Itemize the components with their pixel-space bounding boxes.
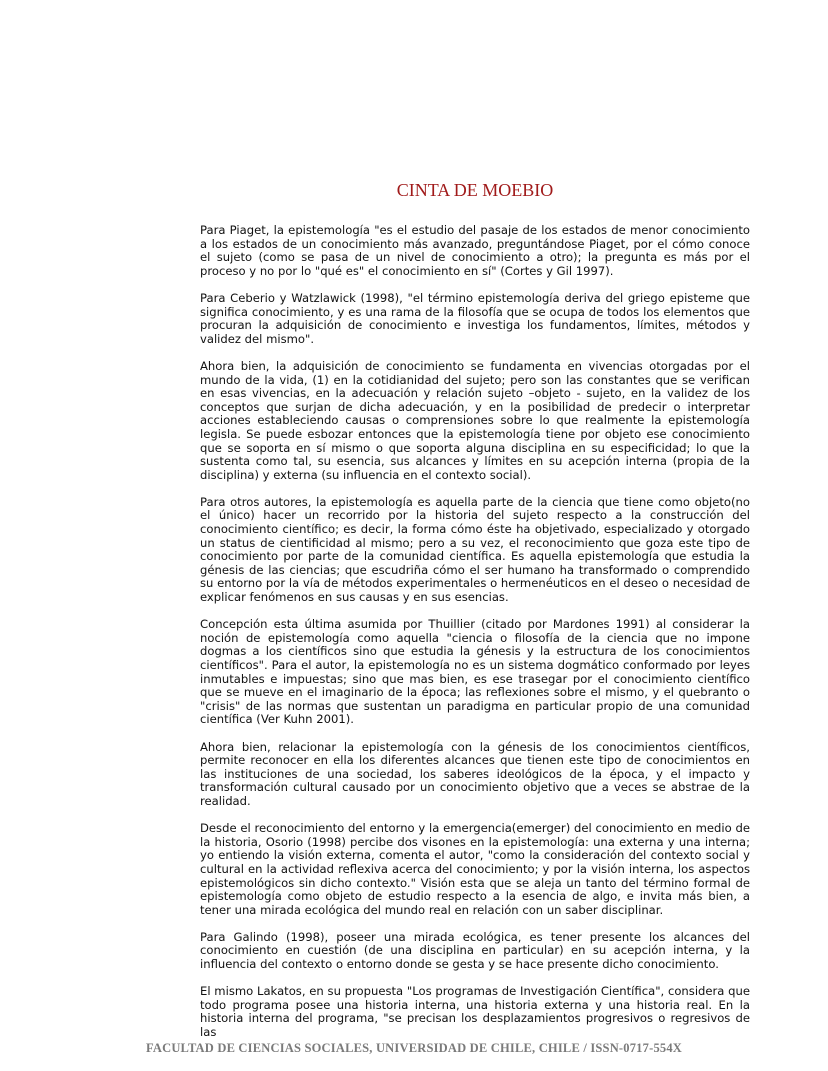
paragraph: Desde el reconocimiento del entorno y la emergencia(emerger) del conocimiento en medio de la historia, Osorio (1998) percibe dos visones en la epistemología: una externa y una interna; yo entiendo la visión externa, comenta el autor, "como la consideración del contexto social y cultural en la actividad reflexiva acerca del conocimiento; y por la visión interna, los aspectos epistemológicos sin dicho contexto." Visión esta que se aleja un tanto del término formal de epistemología como objeto de estudio respecto a la esencia de algo, e invita más bien, a tener una mirada ecológica del mundo real en relación con un saber disciplinar. xyxy=(200,821,750,917)
paragraph: Ahora bien, relacionar la epistemología con la génesis de los conocimientos científicos, permite reconocer en ella los diferentes alcances que tienen este tipo de conocimientos en las instituciones de una sociedad, los saberes ideológicos de la época, y el impacto y transformación cultural causado por un conocimiento objetivo que a veces se abstrae de la realidad. xyxy=(200,739,750,808)
journal-title: CINTA DE MOEBIO xyxy=(396,180,554,200)
paragraph: Ahora bien, la adquisición de conocimiento se fundamenta en vivencias otorgadas por el mundo de la vida, (1) en la cotidianidad del sujeto; pero son las constantes que se verifican en esas vivencias, en la adecuación y relación sujeto –objeto - sujeto, en la validez de los conceptos que surjan de dicha adecuación, y en la posibilidad de predecir o interpretar acciones estableciendo causas o comprensiones sobre lo que realmente la epistemología legisla. Se puede esbozar entonces que la epistemología tiene por objeto ese conocimiento que se soporta en sí mismo o que soporta alguna disciplina en su especificidad; lo que la sustenta como tal, su esencia, sus alcances y límites en su acepción interna (propia de la disciplina) y externa (su influencia en el contexto social). xyxy=(200,358,750,482)
paragraph: Para Ceberio y Watzlawick (1998), "el término epistemología deriva del griego episteme que significa conocimiento, y es una rama de la filosofía que se ocupa de todos los elementos que procuran la adquisición de conocimiento e investiga los fundamentos, límites, métodos y validez del mismo". xyxy=(200,290,750,346)
paragraph: El mismo Lakatos, en su propuesta "Los programas de Investigación Científica", considera que todo programa posee una historia interna, una historia externa y una historia real. En la historia interna del programa, "se precisan los desplazamientos progresivos o regresivos de las xyxy=(200,984,750,1040)
page-footer: FACULTAD DE CIENCIAS SOCIALES, UNIVERSIDAD DE CHILE, CHILE / ISSN-0717-554X xyxy=(145,1041,683,1055)
paragraph: Concepción esta última asumida por Thuillier (citado por Mardones 1991) al considerar la noción de epistemología como aquella "ciencia o filosofía de la ciencia que no impone dogmas a los científicos sino que estudia la génesis y la estructura de los conocimientos científicos". Para el autor, la epistemología no es un sistema dogmático conformado por leyes inmutables e impuestas; sino que mas bien, es ese trasegar por el conocimiento científico que se mueve en el imaginario de la época; las reflexiones sobre el mismo, y el quebranto o "crisis" de las normas que sustentan un paradigma en particular propio de una comunidad científica (Ver Kuhn 2001). xyxy=(200,617,750,727)
paragraph: Para Piaget, la epistemología "es el estudio del pasaje de los estados de menor conocimiento a los estados de un conocimiento más avanzado, preguntándose Piaget, por el cómo conoce el sujeto (como se pasa de un nivel de conocimiento a otro); la pregunta es más por el proceso y no por lo "qué es" el conocimiento en sí" (Cortes y Gil 1997). xyxy=(200,223,750,278)
article-body xyxy=(200,224,750,1053)
paragraph: Para Galindo (1998), poseer una mirada ecológica, es tener presente los alcances del conocimiento en cuestión (de una disciplina en particular) en su acepción interna, y la influencia del contexto o entorno donde se gesta y se hace presente dicho conocimiento. xyxy=(200,929,750,972)
paragraph: Para otros autores, la epistemología es aquella parte de la ciencia que tiene como objeto(no el único) hacer un recorrido por la historia del sujeto respecto a la construcción del conocimiento científico; es decir, la forma cómo éste ha objetivado, especializado y otorgado un status de cientificidad al mismo; pero a su vez, el reconocimiento que goza este tipo de conocimiento por parte de la comunidad científica. Es aquella epistemología que estudia la génesis de las ciencias; que escudriña cómo el ser humano ha transformado o comprendido su entorno por la vía de métodos experimentales o hermenéuticos en el deseo o necesidad de explicar fenómenos en sus causas y en sus esencias. xyxy=(200,494,750,605)
